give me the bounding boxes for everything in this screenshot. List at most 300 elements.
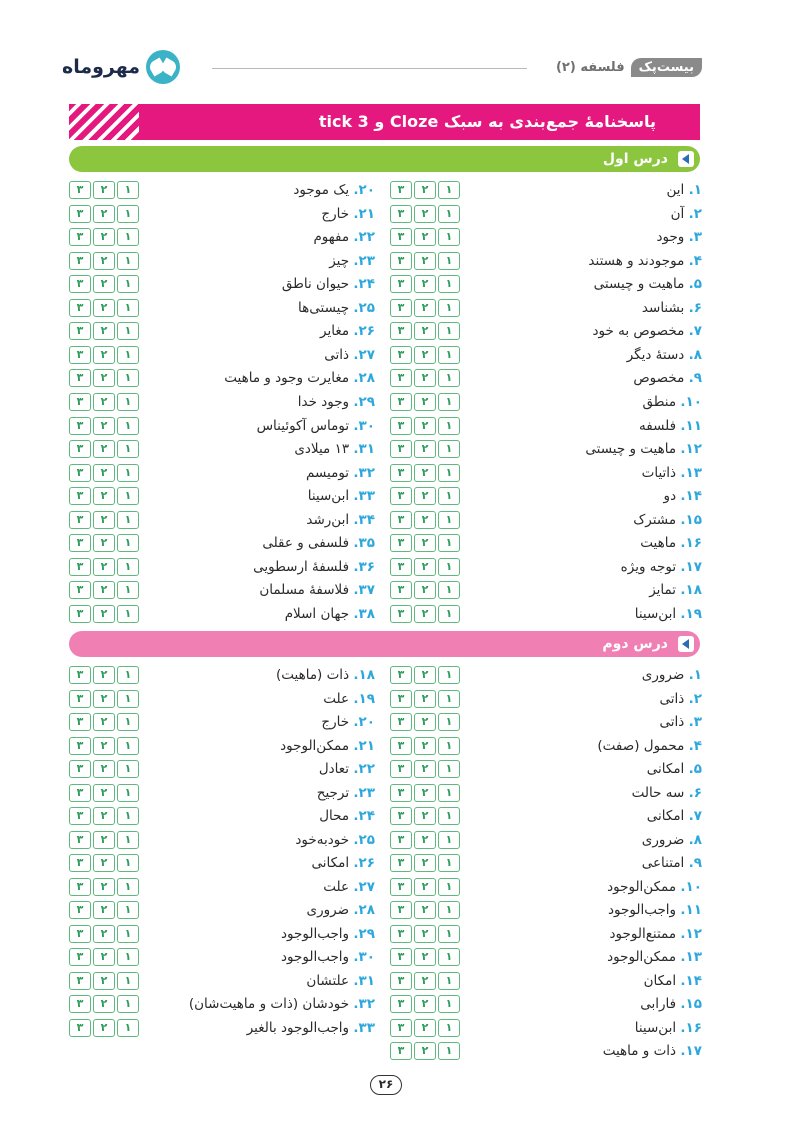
tick-box[interactable]: ۲ [93, 690, 115, 708]
tick-box[interactable]: ۳ [390, 228, 412, 246]
tick-box[interactable]: ۳ [69, 369, 91, 387]
tick-box[interactable]: ۳ [390, 346, 412, 364]
answer-text [640, 994, 702, 1014]
answer-text [324, 345, 375, 365]
tick-box[interactable]: ۲ [93, 440, 115, 458]
answer-value: منطق [642, 393, 677, 410]
tick-box[interactable]: ۲ [414, 299, 436, 317]
tick-box[interactable]: ۱ [117, 369, 139, 387]
tick-box[interactable]: ۳ [69, 558, 91, 576]
tick-box[interactable]: ۲ [93, 713, 115, 731]
tick-box[interactable]: ۳ [69, 784, 91, 802]
tick-box[interactable]: ۲ [93, 369, 115, 387]
tick-box[interactable]: ۲ [93, 666, 115, 684]
tick-box[interactable]: ۲ [93, 417, 115, 435]
item-number: ۲۰. [353, 182, 375, 198]
tick-box[interactable]: ۳ [69, 205, 91, 223]
tick-box[interactable]: ۳ [69, 972, 91, 990]
tick-box[interactable]: ۲ [414, 440, 436, 458]
tick-box[interactable]: ۱ [438, 346, 460, 364]
answer-value: خارج [321, 205, 350, 222]
answer-row [69, 392, 381, 412]
tick-box[interactable]: ۱ [438, 322, 460, 340]
answer-text [307, 900, 375, 920]
tick-box[interactable]: ۱ [438, 713, 460, 731]
tick-box[interactable]: ۱ [117, 807, 139, 825]
tick-box[interactable]: ۱ [438, 299, 460, 317]
answer-value: تعادل [318, 761, 350, 777]
answer-row [69, 274, 381, 294]
tick-box[interactable]: ۳ [390, 760, 412, 778]
tick-box[interactable]: ۳ [69, 511, 91, 529]
tick-box[interactable]: ۲ [93, 1019, 115, 1037]
tick-box[interactable]: ۲ [93, 831, 115, 849]
tick-box[interactable]: ۱ [438, 784, 460, 802]
answer-text [319, 759, 375, 779]
tick-box[interactable]: ۱ [438, 972, 460, 990]
tick-box[interactable]: ۳ [69, 393, 91, 411]
tick-box[interactable]: ۲ [93, 487, 115, 505]
answer-value: تمایز [649, 582, 677, 599]
tick-box[interactable]: ۲ [93, 581, 115, 599]
tick-box[interactable]: ۳ [390, 666, 412, 684]
tick-box[interactable]: ۱ [438, 581, 460, 599]
answer-text [319, 806, 375, 826]
tick-box[interactable]: ۳ [69, 181, 91, 199]
tick-box[interactable]: ۳ [69, 581, 91, 599]
tick-box[interactable]: ۲ [414, 690, 436, 708]
answer-row [69, 180, 381, 200]
tick-box[interactable]: ۲ [93, 511, 115, 529]
answer-text [323, 689, 375, 709]
tick-box[interactable]: ۲ [414, 878, 436, 896]
tick-box[interactable]: ۳ [69, 322, 91, 340]
tick-box[interactable]: ۳ [69, 807, 91, 825]
tick-box[interactable]: ۳ [69, 440, 91, 458]
answer-text [608, 900, 702, 920]
tick-box[interactable]: ۱ [117, 605, 139, 623]
tick-box[interactable]: ۳ [390, 581, 412, 599]
tick-boxes [69, 995, 141, 1013]
tick-box[interactable]: ۲ [93, 181, 115, 199]
tick-box[interactable]: ۳ [69, 666, 91, 684]
tick-box[interactable]: ۲ [414, 487, 436, 505]
tick-box[interactable]: ۲ [93, 760, 115, 778]
tick-box[interactable]: ۳ [69, 487, 91, 505]
tick-box[interactable]: ۲ [414, 534, 436, 552]
tick-boxes [390, 228, 462, 246]
tick-box[interactable]: ۳ [390, 605, 412, 623]
tick-box[interactable]: ۱ [117, 854, 139, 872]
tick-box[interactable]: ۳ [390, 972, 412, 990]
answer-value: فلسفهٔ ارسطویی [253, 558, 350, 575]
tick-box[interactable]: ۱ [438, 854, 460, 872]
tick-box[interactable]: ۲ [93, 925, 115, 943]
tick-box[interactable]: ۲ [414, 972, 436, 990]
answer-row [390, 486, 702, 506]
tick-box[interactable]: ۱ [117, 558, 139, 576]
tick-box[interactable]: ۲ [414, 1019, 436, 1037]
tick-box[interactable]: ۲ [93, 322, 115, 340]
tick-box[interactable]: ۳ [69, 854, 91, 872]
tick-box[interactable]: ۳ [390, 299, 412, 317]
answer-row [390, 298, 702, 318]
tick-box[interactable]: ۳ [69, 464, 91, 482]
answer-row [69, 806, 381, 826]
tick-box[interactable]: ۱ [117, 440, 139, 458]
item-number: ۹. [688, 855, 702, 871]
tick-box[interactable]: ۳ [69, 690, 91, 708]
tick-box[interactable]: ۱ [117, 737, 139, 755]
answer-row [69, 321, 381, 341]
tick-box[interactable]: ۲ [414, 831, 436, 849]
tick-box[interactable]: ۲ [93, 252, 115, 270]
tick-boxes [69, 948, 141, 966]
tick-box[interactable]: ۲ [414, 181, 436, 199]
tick-box[interactable]: ۳ [390, 534, 412, 552]
tick-box[interactable]: ۱ [117, 831, 139, 849]
tick-box[interactable]: ۱ [117, 760, 139, 778]
answer-value: فارابی [640, 996, 677, 1012]
tick-box[interactable]: ۲ [414, 322, 436, 340]
tick-box[interactable]: ۱ [117, 393, 139, 411]
tick-box[interactable]: ۲ [93, 228, 115, 246]
answer-text [585, 439, 702, 459]
tick-box[interactable]: ۱ [117, 713, 139, 731]
tick-box[interactable]: ۳ [69, 737, 91, 755]
tick-box[interactable]: ۳ [69, 760, 91, 778]
item-number: ۲۴. [353, 276, 375, 293]
tick-box[interactable]: ۳ [69, 534, 91, 552]
tick-box[interactable]: ۱ [438, 807, 460, 825]
tick-box[interactable]: ۱ [117, 534, 139, 552]
tick-boxes [69, 440, 141, 458]
tick-box[interactable]: ۲ [414, 228, 436, 246]
tick-box[interactable]: ۲ [93, 346, 115, 364]
answer-value: این [666, 182, 685, 198]
tick-box[interactable]: ۳ [69, 417, 91, 435]
tick-box[interactable]: ۲ [93, 995, 115, 1013]
answer-text [642, 392, 702, 412]
tick-box[interactable]: ۳ [390, 464, 412, 482]
tick-box[interactable]: ۱ [438, 690, 460, 708]
tick-box[interactable]: ۳ [390, 205, 412, 223]
tick-box[interactable]: ۱ [117, 878, 139, 896]
answer-text [588, 251, 702, 271]
answer-text [656, 227, 702, 247]
tick-box[interactable]: ۳ [390, 322, 412, 340]
tick-box[interactable]: ۳ [69, 948, 91, 966]
item-number: ۳۳. [353, 1019, 375, 1036]
answer-text [313, 227, 375, 247]
tick-box[interactable]: ۲ [414, 464, 436, 482]
answer-row [69, 712, 381, 732]
tick-box[interactable]: ۲ [414, 948, 436, 966]
answer-value: وجود [656, 229, 685, 246]
tick-box[interactable]: ۱ [438, 760, 460, 778]
tick-box[interactable]: ۱ [438, 275, 460, 293]
tick-box[interactable]: ۱ [438, 605, 460, 623]
tick-boxes [390, 605, 462, 623]
answer-text [647, 806, 702, 826]
tick-box[interactable]: ۱ [438, 534, 460, 552]
answer-value: خودشان (ذات و ماهیت‌شان) [188, 996, 350, 1012]
answer-row [69, 971, 381, 991]
tick-box[interactable]: ۳ [390, 511, 412, 529]
tick-box[interactable]: ۱ [117, 487, 139, 505]
tick-box[interactable]: ۱ [117, 901, 139, 919]
tick-box[interactable]: ۲ [414, 393, 436, 411]
tick-box[interactable]: ۱ [117, 784, 139, 802]
answer-text [253, 557, 375, 577]
answer-value: واجب‌الوجود [608, 902, 677, 918]
tick-box[interactable]: ۱ [438, 925, 460, 943]
tick-box[interactable]: ۱ [438, 393, 460, 411]
tick-box[interactable]: ۳ [69, 995, 91, 1013]
tick-boxes [390, 1042, 462, 1060]
tick-box[interactable]: ۱ [117, 417, 139, 435]
tick-box[interactable]: ۲ [414, 346, 436, 364]
tick-box[interactable]: ۲ [93, 393, 115, 411]
arrow-left-icon [678, 636, 694, 652]
tick-box[interactable]: ۳ [390, 713, 412, 731]
tick-box[interactable]: ۱ [438, 831, 460, 849]
item-number: ۱۰. [680, 393, 702, 410]
item-number: ۸. [688, 346, 702, 363]
answer-text [257, 416, 375, 436]
tick-box[interactable]: ۱ [438, 558, 460, 576]
tick-box[interactable]: ۳ [69, 713, 91, 731]
tick-box[interactable]: ۳ [390, 807, 412, 825]
tick-box[interactable]: ۲ [93, 275, 115, 293]
tick-box[interactable]: ۱ [438, 181, 460, 199]
tick-box[interactable]: ۱ [438, 1019, 460, 1037]
tick-box[interactable]: ۳ [390, 854, 412, 872]
tick-boxes [69, 737, 141, 755]
tick-box[interactable]: ۳ [69, 252, 91, 270]
tick-box[interactable]: ۳ [69, 605, 91, 623]
tick-box[interactable]: ۱ [117, 464, 139, 482]
tick-box[interactable]: ۱ [117, 275, 139, 293]
tick-box[interactable]: ۳ [390, 737, 412, 755]
tick-box[interactable]: ۳ [390, 487, 412, 505]
tick-box[interactable]: ۱ [117, 948, 139, 966]
answer-text [642, 665, 702, 685]
tick-boxes [390, 972, 462, 990]
tick-box[interactable]: ۳ [390, 784, 412, 802]
tick-box[interactable]: ۳ [390, 558, 412, 576]
tick-box[interactable]: ۲ [93, 205, 115, 223]
tick-boxes [69, 558, 141, 576]
answer-text [647, 759, 702, 779]
tick-box[interactable]: ۳ [390, 181, 412, 199]
tick-box[interactable]: ۳ [69, 901, 91, 919]
answer-value: جهان اسلام [284, 605, 350, 622]
tick-box[interactable]: ۱ [117, 228, 139, 246]
tick-box[interactable]: ۲ [414, 737, 436, 755]
tick-box[interactable]: ۳ [390, 369, 412, 387]
answer-row [390, 321, 702, 341]
tick-box[interactable]: ۲ [93, 807, 115, 825]
tick-box[interactable]: ۲ [414, 605, 436, 623]
answer-row [390, 510, 702, 530]
answer-value: ممکن‌الوجود [607, 878, 677, 895]
tick-box[interactable]: ۱ [117, 181, 139, 199]
tick-box[interactable]: ۳ [390, 1019, 412, 1037]
item-number: ۱۹. [680, 605, 702, 622]
tick-box[interactable]: ۲ [414, 854, 436, 872]
answer-row [69, 665, 381, 685]
tick-box[interactable]: ۲ [93, 948, 115, 966]
item-number: ۲۸. [353, 370, 375, 387]
tick-box[interactable]: ۲ [414, 925, 436, 943]
tick-box[interactable]: ۳ [69, 346, 91, 364]
answer-row [69, 557, 381, 577]
answer-value: توماس آکوئیناس [256, 417, 350, 434]
tick-box[interactable]: ۱ [117, 995, 139, 1013]
tick-box[interactable]: ۲ [93, 737, 115, 755]
tick-box[interactable]: ۳ [390, 690, 412, 708]
tick-boxes [390, 581, 462, 599]
tick-box[interactable]: ۳ [390, 1042, 412, 1060]
tick-box[interactable]: ۱ [438, 1042, 460, 1060]
tick-box[interactable]: ۱ [117, 581, 139, 599]
answer-value: تومیسم [306, 464, 350, 481]
tick-box[interactable]: ۳ [69, 299, 91, 317]
tick-boxes [390, 995, 462, 1013]
tick-box[interactable]: ۱ [438, 252, 460, 270]
item-number: ۵. [688, 276, 702, 293]
tick-box[interactable]: ۲ [93, 299, 115, 317]
tick-box[interactable]: ۱ [117, 205, 139, 223]
tick-box[interactable]: ۱ [438, 995, 460, 1013]
tick-box[interactable]: ۱ [438, 417, 460, 435]
tick-box[interactable]: ۳ [390, 995, 412, 1013]
tick-box[interactable]: ۳ [69, 275, 91, 293]
tick-box[interactable]: ۱ [117, 690, 139, 708]
answer-value: ابن‌رشد [306, 511, 350, 528]
tick-box[interactable]: ۲ [93, 972, 115, 990]
tick-box[interactable]: ۳ [390, 252, 412, 270]
tick-box[interactable]: ۲ [414, 901, 436, 919]
tick-box[interactable]: ۱ [438, 487, 460, 505]
tick-box[interactable]: ۱ [438, 369, 460, 387]
answer-text [632, 783, 702, 803]
tick-box[interactable]: ۳ [390, 925, 412, 943]
item-number: ۲۶. [353, 855, 375, 871]
tick-box[interactable]: ۳ [390, 831, 412, 849]
tick-box[interactable]: ۲ [93, 558, 115, 576]
item-number: ۷. [688, 323, 702, 340]
tick-box[interactable]: ۲ [414, 807, 436, 825]
tick-box[interactable]: ۲ [93, 534, 115, 552]
lesson-2-bar [69, 631, 700, 657]
tick-box[interactable]: ۲ [414, 417, 436, 435]
answer-row [69, 204, 381, 224]
answer-value: ضروری [641, 667, 685, 683]
tick-box[interactable]: ۳ [69, 878, 91, 896]
tick-box[interactable]: ۲ [93, 854, 115, 872]
tick-box[interactable]: ۳ [390, 275, 412, 293]
tick-box[interactable]: ۲ [93, 901, 115, 919]
tick-box[interactable]: ۱ [438, 737, 460, 755]
tick-box[interactable]: ۱ [117, 322, 139, 340]
tick-box[interactable]: ۲ [414, 1042, 436, 1060]
tick-box[interactable]: ۳ [69, 228, 91, 246]
page-header [62, 48, 702, 88]
tick-box[interactable]: ۳ [390, 393, 412, 411]
tick-box[interactable]: ۱ [438, 205, 460, 223]
tick-box[interactable]: ۲ [414, 558, 436, 576]
tick-box[interactable]: ۳ [390, 440, 412, 458]
tick-box[interactable]: ۱ [117, 972, 139, 990]
answer-value: ذاتی [659, 714, 685, 730]
tick-box[interactable]: ۱ [438, 228, 460, 246]
tick-box[interactable]: ۱ [117, 1019, 139, 1037]
tick-box[interactable]: ۳ [69, 1019, 91, 1037]
tick-box[interactable]: ۳ [390, 878, 412, 896]
tick-box[interactable]: ۱ [438, 464, 460, 482]
tick-box[interactable]: ۲ [414, 666, 436, 684]
tick-box[interactable]: ۲ [414, 995, 436, 1013]
item-number: ۲۷. [353, 878, 375, 895]
tick-box[interactable]: ۱ [117, 925, 139, 943]
item-number: ۳۴. [353, 511, 375, 528]
answer-text [642, 463, 702, 483]
tick-boxes [69, 369, 141, 387]
item-number: ۲۱. [353, 205, 375, 222]
tick-box[interactable]: ۱ [438, 666, 460, 684]
tick-box[interactable]: ۱ [117, 511, 139, 529]
answer-value: حیوان ناطق [281, 276, 350, 293]
tick-box[interactable]: ۱ [438, 901, 460, 919]
tick-box[interactable]: ۲ [414, 369, 436, 387]
answer-text [293, 180, 375, 200]
tick-box[interactable]: ۱ [438, 878, 460, 896]
tick-box[interactable]: ۲ [93, 784, 115, 802]
tick-box[interactable]: ۲ [93, 464, 115, 482]
answer-value: فلسفی و عقلی [262, 535, 350, 552]
tick-box[interactable]: ۲ [414, 252, 436, 270]
tick-box[interactable]: ۲ [414, 205, 436, 223]
tick-box[interactable]: ۳ [69, 831, 91, 849]
tick-box[interactable]: ۳ [390, 901, 412, 919]
tick-box[interactable]: ۲ [414, 511, 436, 529]
tick-box[interactable]: ۲ [93, 878, 115, 896]
tick-box[interactable]: ۱ [438, 511, 460, 529]
tick-box[interactable]: ۱ [117, 666, 139, 684]
tick-box[interactable]: ۱ [438, 948, 460, 966]
tick-box[interactable]: ۱ [117, 346, 139, 364]
item-number: ۱۴. [680, 488, 702, 505]
tick-box[interactable]: ۱ [117, 299, 139, 317]
tick-box[interactable]: ۳ [390, 417, 412, 435]
tick-box[interactable]: ۲ [414, 784, 436, 802]
item-number: ۵. [688, 761, 702, 777]
tick-box[interactable]: ۲ [93, 605, 115, 623]
tick-box[interactable]: ۲ [414, 760, 436, 778]
tick-box[interactable]: ۱ [438, 440, 460, 458]
tick-box[interactable]: ۱ [117, 252, 139, 270]
tick-box[interactable]: ۲ [414, 275, 436, 293]
answer-text [224, 368, 375, 388]
tick-box[interactable]: ۲ [414, 581, 436, 599]
tick-box[interactable]: ۳ [390, 948, 412, 966]
answer-row [69, 1018, 381, 1038]
tick-box[interactable]: ۲ [414, 713, 436, 731]
answer-row [69, 227, 381, 247]
tick-box[interactable]: ۳ [69, 925, 91, 943]
